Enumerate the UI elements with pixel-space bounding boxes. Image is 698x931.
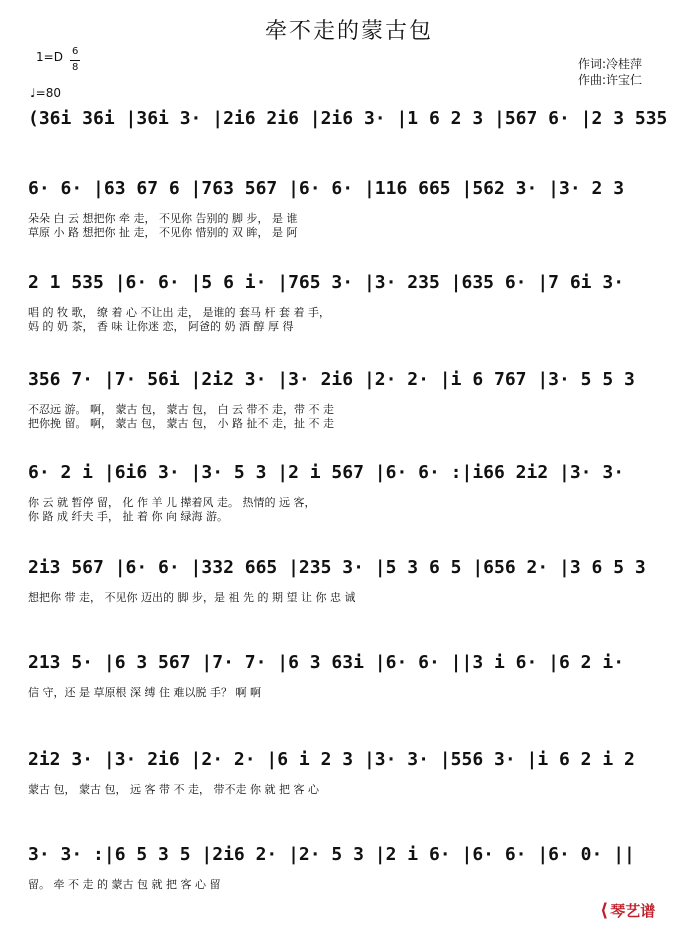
- time-signature-denominator: 8: [72, 62, 79, 73]
- music-system: [28, 745, 674, 805]
- notation-line: 2 1 535 |6· 6· |5 6 i· |765 3· |3· 235 |635 6· |7 6i 3·: [28, 272, 625, 293]
- notation-line: 213 5· |6 3 567 |7· 7· |6 3 63i |6· 6· ||3 i 6· |6 2 i·: [28, 652, 625, 673]
- lyric-line: 唱 的 牧 歌， 缭 着 心 不让出 走， 是谁的 套马 杆 套 着 手，: [28, 306, 330, 319]
- site-logo: [600, 900, 655, 921]
- lyric-line: 不忍远 游。 啊， 蒙古 包， 蒙古 包， 白 云 带不 走，带 不 走: [28, 403, 334, 416]
- time-signature-line: [70, 60, 80, 61]
- lyric-line: 你 路 成 纤夫 手， 扯 着 你 向 绿海 游。: [28, 510, 228, 523]
- music-system: [28, 104, 674, 164]
- lyric-line: 草原 小 路 想把你 扯 走， 不见你 惜别的 双 眸， 是 阿: [28, 226, 298, 239]
- credits: [578, 56, 642, 88]
- composer-credit: 作曲:许宝仁: [578, 73, 643, 87]
- logo-text: 琴艺谱: [610, 902, 656, 920]
- music-system: [28, 174, 674, 239]
- tempo-marking: ♩=80: [30, 86, 61, 100]
- music-system: [28, 268, 674, 333]
- logo-mark-icon: ⟨: [600, 900, 609, 921]
- notation-line: (36i 36i |36i 3· |2i6 2i6 |2i6 3· |1 6 2 3 |567 6· |2 3 535: [28, 108, 668, 129]
- lyric-line: 留。 牵 不 走 的 蒙古 包 就 把 客 心 留: [28, 878, 221, 891]
- notation-line: 6· 6· |63 67 6 |763 567 |6· 6· |116 665 |562 3· |3· 2 3: [28, 178, 625, 199]
- key-signature: [36, 50, 63, 64]
- lyric-line: 朵朵 白 云 想把你 牵 走， 不见你 告别的 脚 步， 是 谁: [28, 212, 298, 225]
- notation-line: 2i3 567 |6· 6· |332 665 |235 3· |5 3 6 5 |656 2· |3 6 5 3: [28, 557, 646, 578]
- song-title: 牵不走的蒙古包: [264, 19, 433, 44]
- notation-line: 3· 3· :|6 5 3 5 |2i6 2· |2· 5 3 |2 i 6· |6· 6· |6· 0· ||: [28, 844, 635, 865]
- key-label: 1=D: [36, 50, 63, 64]
- lyric-line: 你 云 就 暂停 留， 化 作 羊 儿 撵着风 走。 热情的 远 客，: [28, 496, 316, 509]
- lyricist-credit: 作词:冷桂萍: [578, 57, 643, 71]
- lyric-line: 妈 的 奶 茶， 香 味 让你迷 恋， 阿爸的 奶 酒 醇 厚 得: [28, 320, 294, 333]
- music-system: [28, 553, 674, 613]
- lyric-line: 想把你 带 走， 不见你 迈出的 脚 步，是 祖 先 的 期 望 让 你 忠 诚: [28, 591, 356, 604]
- music-system: [28, 840, 674, 900]
- lyric-line: 蒙古 包， 蒙古 包， 远 客 带 不 走， 带不走 你 就 把 客 心: [28, 783, 319, 796]
- notation-line: 2i2 3· |3· 2i6 |2· 2· |6 i 2 3 |3· 3· |556 3· |i 6 2 i 2: [28, 749, 635, 770]
- lyric-line: 把你挽 留。 啊， 蒙古 包， 蒙古 包， 小 路 扯不 走，扯 不 走: [28, 417, 334, 430]
- music-system: [28, 648, 674, 708]
- music-system: [28, 458, 674, 523]
- music-system: [28, 365, 674, 430]
- time-signature-numerator: 6: [72, 46, 79, 57]
- lyric-line: 信 守，还 是 草原根 深 缚 住 难以脱 手？ 啊 啊: [28, 686, 261, 699]
- notation-line: 6· 2 i |6i6 3· |3· 5 3 |2 i 567 |6· 6· :|i66 2i2 |3· 3·: [28, 462, 625, 483]
- notation-line: 356 7· |7· 56i |2i2 3· |3· 2i6 |2· 2· |i 6 767 |3· 5 5 3: [28, 369, 635, 390]
